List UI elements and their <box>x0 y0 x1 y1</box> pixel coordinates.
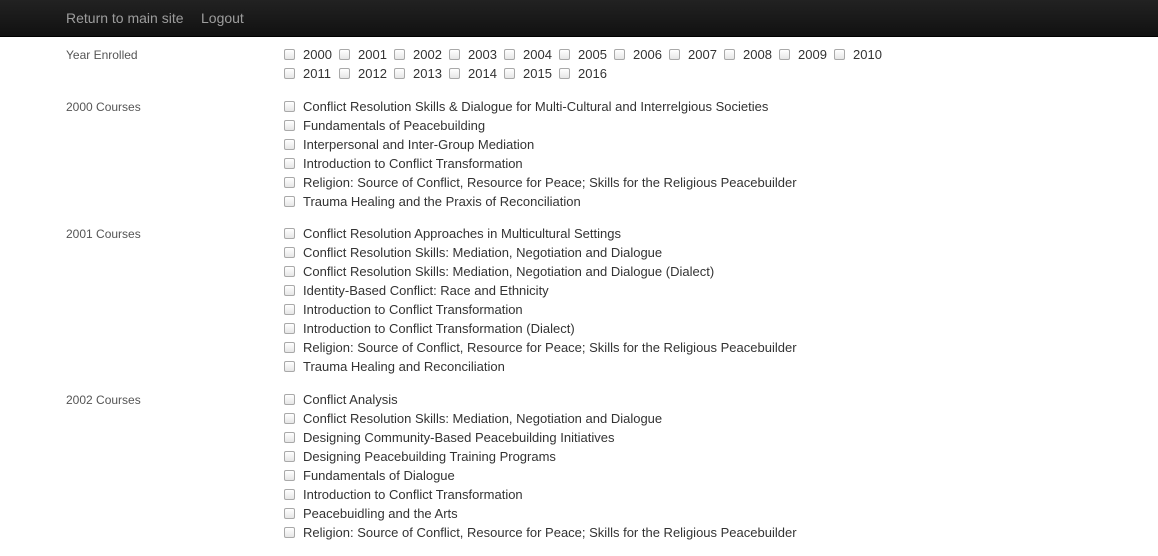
year-checkbox[interactable] <box>614 49 625 60</box>
course-option[interactable] <box>283 224 797 243</box>
course-option[interactable] <box>283 447 797 466</box>
year-checkbox[interactable] <box>724 49 735 60</box>
course-checkbox[interactable] <box>284 228 295 239</box>
course-option[interactable] <box>283 523 797 542</box>
course-label: Introduction to Conflict Transformation <box>303 302 523 317</box>
course-label: Fundamentals of Dialogue <box>303 468 455 483</box>
year-checkbox[interactable] <box>834 49 845 60</box>
year-option[interactable] <box>393 64 442 83</box>
course-group-label-2001: 2001 Courses <box>66 227 141 241</box>
year-label: 2002 <box>413 47 442 62</box>
course-option[interactable] <box>283 97 797 116</box>
year-label: 2013 <box>413 66 442 81</box>
course-option[interactable] <box>283 192 797 211</box>
year-option[interactable] <box>393 45 442 64</box>
course-list-2002 <box>283 390 797 542</box>
course-label: Conflict Analysis <box>303 392 398 407</box>
course-checkbox[interactable] <box>284 247 295 258</box>
course-checkbox[interactable] <box>284 177 295 188</box>
course-checkbox[interactable] <box>284 527 295 538</box>
course-label: Designing Peacebuilding Training Programs <box>303 449 556 464</box>
year-label: 2003 <box>468 47 497 62</box>
year-option[interactable] <box>338 64 387 83</box>
year-checkbox[interactable] <box>504 68 515 79</box>
course-checkbox[interactable] <box>284 323 295 334</box>
course-checkbox[interactable] <box>284 413 295 424</box>
year-checkbox[interactable] <box>284 49 295 60</box>
year-option[interactable] <box>448 45 497 64</box>
year-option[interactable] <box>723 45 772 64</box>
year-option[interactable] <box>503 45 552 64</box>
course-checkbox[interactable] <box>284 361 295 372</box>
course-checkbox[interactable] <box>284 394 295 405</box>
course-checkbox[interactable] <box>284 342 295 353</box>
year-option[interactable] <box>558 64 607 83</box>
course-option[interactable] <box>283 504 797 523</box>
year-label: 2014 <box>468 66 497 81</box>
course-checkbox[interactable] <box>284 451 295 462</box>
course-option[interactable] <box>283 409 797 428</box>
logout-link[interactable]: Logout <box>201 10 244 26</box>
year-label: 2007 <box>688 47 717 62</box>
course-label: Trauma Healing and the Praxis of Reconciliation <box>303 194 581 209</box>
year-option[interactable] <box>283 45 332 64</box>
year-checkbox[interactable] <box>669 49 680 60</box>
course-option[interactable] <box>283 428 797 447</box>
course-checkbox[interactable] <box>284 101 295 112</box>
course-label: Introduction to Conflict Transformation (Dialect) <box>303 321 575 336</box>
course-label: Identity-Based Conflict: Race and Ethnicity <box>303 283 549 298</box>
year-option[interactable] <box>778 45 827 64</box>
course-label: Conflict Resolution Skills: Mediation, Negotiation and Dialogue <box>303 411 663 426</box>
year-label: 2015 <box>523 66 552 81</box>
year-checkbox[interactable] <box>449 68 460 79</box>
course-label: Peacebuidling and the Arts <box>303 506 458 521</box>
year-option[interactable] <box>833 45 882 64</box>
course-label: Interpersonal and Inter-Group Mediation <box>303 137 535 152</box>
course-option[interactable] <box>283 116 797 135</box>
course-checkbox[interactable] <box>284 196 295 207</box>
year-label: 2008 <box>743 47 772 62</box>
course-option[interactable] <box>283 135 797 154</box>
year-checkbox[interactable] <box>559 68 570 79</box>
year-label: 2004 <box>523 47 552 62</box>
year-enrolled-label: Year Enrolled <box>66 48 138 62</box>
course-checkbox[interactable] <box>284 158 295 169</box>
course-checkbox[interactable] <box>284 120 295 131</box>
year-label: 2000 <box>303 47 332 62</box>
course-label: Trauma Healing and Reconciliation <box>303 359 505 374</box>
year-option[interactable] <box>613 45 662 64</box>
year-label: 2012 <box>358 66 387 81</box>
year-checkbox[interactable] <box>394 68 405 79</box>
course-option[interactable] <box>283 281 797 300</box>
year-checkbox[interactable] <box>339 68 350 79</box>
course-option[interactable] <box>283 466 797 485</box>
course-label: Conflict Resolution Skills: Mediation, Negotiation and Dialogue <box>303 245 663 260</box>
course-option[interactable] <box>283 319 797 338</box>
course-checkbox[interactable] <box>284 139 295 150</box>
year-option[interactable] <box>338 45 387 64</box>
course-option[interactable] <box>283 300 797 319</box>
course-list-2000 <box>283 97 797 211</box>
course-label: Designing Community-Based Peacebuilding Initiatives <box>303 430 615 445</box>
year-label: 2011 <box>303 66 331 81</box>
course-label: Conflict Resolution Skills & Dialogue for Multi-Cultural and Interrelgious Societies <box>303 99 769 114</box>
year-label: 2010 <box>853 47 882 62</box>
year-label: 2009 <box>798 47 827 62</box>
year-checkbox[interactable] <box>449 49 460 60</box>
course-group-label-2000: 2000 Courses <box>66 100 141 114</box>
year-option[interactable] <box>503 64 552 83</box>
course-option[interactable] <box>283 390 797 409</box>
course-label: Religion: Source of Conflict, Resource for Peace; Skills for the Religious Peacebuilder <box>303 525 797 540</box>
course-checkbox[interactable] <box>284 304 295 315</box>
course-checkbox[interactable] <box>284 285 295 296</box>
course-option[interactable] <box>283 357 797 376</box>
year-checkbox[interactable] <box>504 49 515 60</box>
year-option[interactable] <box>668 45 717 64</box>
year-checkbox[interactable] <box>559 49 570 60</box>
course-group-label-2002: 2002 Courses <box>66 393 141 407</box>
course-checkbox[interactable] <box>284 508 295 519</box>
course-option[interactable] <box>283 243 797 262</box>
course-label: Fundamentals of Peacebuilding <box>303 118 486 133</box>
year-option[interactable] <box>558 45 607 64</box>
return-to-main-site-link[interactable]: Return to main site <box>66 10 184 26</box>
course-label: Religion: Source of Conflict, Resource for Peace; Skills for the Religious Peacebuilder <box>303 175 797 190</box>
year-label: 2001 <box>358 47 387 62</box>
course-checkbox[interactable] <box>284 489 295 500</box>
year-label: 2005 <box>578 47 607 62</box>
course-option[interactable] <box>283 262 797 281</box>
year-option[interactable] <box>448 64 497 83</box>
year-label: 2016 <box>578 66 607 81</box>
course-option[interactable] <box>283 485 797 504</box>
course-checkbox[interactable] <box>284 266 295 277</box>
course-option[interactable] <box>283 338 797 357</box>
course-checkbox[interactable] <box>284 470 295 481</box>
year-checkbox[interactable] <box>339 49 350 60</box>
course-label: Introduction to Conflict Transformation <box>303 156 523 171</box>
course-label: Religion: Source of Conflict, Resource for Peace; Skills for the Religious Peacebuilder <box>303 340 797 355</box>
course-label: Introduction to Conflict Transformation <box>303 487 523 502</box>
course-option[interactable] <box>283 173 797 192</box>
course-list-2001 <box>283 224 797 376</box>
course-label: Conflict Resolution Approaches in Multicultural Settings <box>303 226 621 241</box>
year-option[interactable] <box>283 64 331 83</box>
year-label: 2006 <box>633 47 662 62</box>
course-label: Conflict Resolution Skills: Mediation, Negotiation and Dialogue (Dialect) <box>303 264 715 279</box>
year-checkbox[interactable] <box>394 49 405 60</box>
course-option[interactable] <box>283 154 797 173</box>
year-checkbox[interactable] <box>284 68 295 79</box>
course-checkbox[interactable] <box>284 432 295 443</box>
year-checkbox[interactable] <box>779 49 790 60</box>
